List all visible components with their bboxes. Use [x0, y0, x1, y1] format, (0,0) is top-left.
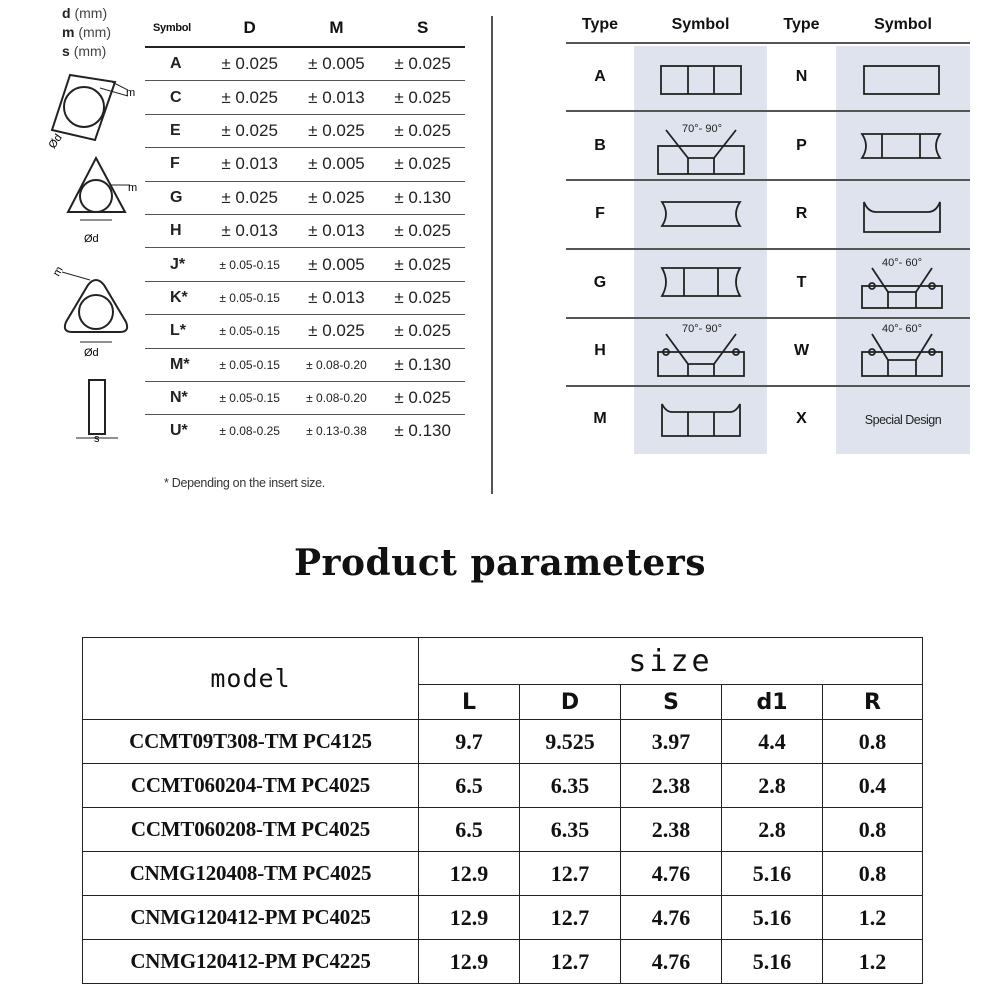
type-n-symbol-icon	[864, 66, 939, 94]
type-m-symbol-icon	[662, 404, 740, 436]
tol-symbol: M*	[145, 348, 207, 381]
model-cell: CCMT09T308-TM PC4125	[83, 720, 419, 764]
tol-d: ± 0.025	[207, 181, 293, 214]
product-parameters-title: Product parameters	[293, 542, 707, 584]
header-type-left: Type	[581, 16, 619, 33]
units-legend	[62, 4, 111, 61]
tol-s: ± 0.025	[380, 114, 465, 147]
size-header: size	[419, 638, 923, 685]
header-type-right: Type	[783, 16, 820, 33]
type-g: G	[593, 274, 607, 291]
d1-cell: 4.4	[722, 720, 823, 764]
type-f-symbol-icon	[662, 202, 740, 226]
model-cell: CNMG120412-PM PC4225	[83, 940, 419, 984]
tol-s: ± 0.025	[380, 248, 465, 281]
r-cell: 0.8	[823, 852, 923, 896]
table-row	[145, 381, 465, 414]
header-d: D	[207, 10, 293, 47]
header-symbol-right: Symbol	[874, 16, 932, 33]
angle-label-b: 70°- 90°	[682, 123, 722, 135]
tol-symbol: C	[145, 81, 207, 114]
tol-m: ± 0.013	[293, 214, 381, 247]
tol-symbol: U*	[170, 422, 188, 440]
tol-m: ± 0.025	[293, 181, 381, 214]
diagram-s-label: s	[94, 433, 100, 445]
tol-m: ± 0.005	[293, 248, 381, 281]
l-cell: 9.7	[419, 720, 520, 764]
r-cell: 0.8	[823, 808, 923, 852]
footnote: * Depending on the insert size.	[164, 476, 325, 490]
type-t: T	[796, 274, 807, 291]
tol-symbol: L*	[145, 315, 207, 348]
s-cell: 2.38	[621, 764, 722, 808]
table-row	[83, 852, 923, 896]
d1-cell: 5.16	[722, 940, 823, 984]
triangle-insert-icon	[68, 158, 130, 220]
tolerance-header-row	[145, 10, 465, 47]
product-header-row	[83, 638, 923, 685]
tol-symbol: E	[145, 114, 207, 147]
tol-d: ± 0.05-0.15	[207, 248, 293, 281]
type-b: B	[594, 137, 606, 154]
model-header: model	[83, 638, 419, 720]
tol-m: ± 0.13-0.38	[306, 424, 367, 439]
d-cell: 9.525	[520, 720, 621, 764]
tol-s: ± 0.025	[380, 148, 465, 181]
tolerance-table	[145, 10, 465, 448]
d-cell: 6.35	[520, 764, 621, 808]
d1-cell: 2.8	[722, 808, 823, 852]
header-m: M	[293, 10, 381, 47]
table-row	[145, 181, 465, 214]
l-cell: 12.9	[419, 940, 520, 984]
tol-d: ± 0.025	[207, 47, 293, 81]
d1-cell: 5.16	[722, 852, 823, 896]
tol-m: ± 0.005	[293, 47, 381, 81]
type-w-symbol-icon	[862, 334, 942, 376]
table-row	[145, 281, 465, 314]
tol-d: ± 0.05-0.15	[207, 315, 293, 348]
model-cell: CNMG120412-PM PC4025	[83, 896, 419, 940]
col-s-header: S	[621, 685, 722, 720]
type-r: R	[795, 205, 808, 222]
header-s: S	[380, 10, 465, 47]
header-symbol: Symbol	[145, 10, 207, 47]
tol-symbol: J*	[145, 248, 207, 281]
d1-cell: 2.8	[722, 764, 823, 808]
table-row	[83, 764, 923, 808]
s-cell: 4.76	[621, 896, 722, 940]
tol-s: ± 0.025	[380, 315, 465, 348]
diagram-d-label-3: Ød	[84, 347, 99, 359]
r-cell: 1.2	[823, 940, 923, 984]
table-row	[145, 81, 465, 114]
diagram-m-label: m	[126, 87, 136, 99]
tol-m: ± 0.013	[293, 281, 381, 314]
tol-s: ± 0.025	[380, 47, 465, 81]
table-row	[83, 808, 923, 852]
s-cell: 2.38	[621, 808, 722, 852]
col-d1-header: d1	[722, 685, 823, 720]
angle-label-w: 40°- 60°	[882, 323, 922, 335]
d1-cell: 5.16	[722, 896, 823, 940]
col-d-header: D	[520, 685, 621, 720]
type-f: F	[595, 205, 605, 222]
trigon-insert-icon	[62, 272, 127, 342]
tol-symbol: N*	[145, 381, 207, 414]
tol-d: ± 0.013	[207, 148, 293, 181]
table-row	[145, 415, 465, 448]
diagram-m-label-3: m	[50, 264, 66, 279]
type-t-symbol-icon	[862, 268, 942, 308]
tol-symbol: F	[145, 148, 207, 181]
r-cell: 0.8	[823, 720, 923, 764]
angle-label-t: 40°- 60°	[882, 257, 922, 269]
tol-m: ± 0.08-0.20	[293, 381, 381, 414]
d-cell: 12.7	[520, 940, 621, 984]
tol-s: ± 0.025	[380, 81, 465, 114]
diagram-d-label-1: Ød	[46, 132, 65, 151]
table-row	[145, 148, 465, 181]
tol-symbol: A	[145, 47, 207, 81]
col-l-header: L	[419, 685, 520, 720]
special-design-label: Special Design	[864, 413, 942, 427]
tol-d: ± 0.025	[207, 114, 293, 147]
tol-m: ± 0.025	[293, 114, 381, 147]
d-cell: 12.7	[520, 896, 621, 940]
tol-d: ± 0.025	[207, 81, 293, 114]
type-x: X	[796, 410, 807, 427]
tol-symbol: G	[145, 181, 207, 214]
table-row	[83, 720, 923, 764]
tol-d: ± 0.05-0.15	[207, 348, 293, 381]
tol-d: ± 0.013	[207, 214, 293, 247]
header-symbol-left: Symbol	[671, 16, 730, 33]
s-cell: 3.97	[621, 720, 722, 764]
l-cell: 12.9	[419, 852, 520, 896]
table-row	[145, 248, 465, 281]
tol-s: ± 0.025	[380, 214, 465, 247]
table-row	[145, 214, 465, 247]
col-r-header: R	[823, 685, 923, 720]
tol-symbol: K*	[145, 281, 207, 314]
type-w: W	[793, 342, 810, 359]
tol-d: ± 0.05-0.15	[207, 381, 293, 414]
s-cell: 4.76	[621, 940, 722, 984]
tol-d: ± 0.05-0.15	[207, 281, 293, 314]
insert-diagrams	[40, 60, 150, 450]
table-row	[145, 315, 465, 348]
type-m: M	[593, 410, 607, 427]
model-cell: CCMT060208-TM PC4025	[83, 808, 419, 852]
type-p-symbol-icon	[862, 134, 940, 158]
type-symbol-table	[566, 6, 970, 454]
table-row	[145, 114, 465, 147]
table-row	[83, 896, 923, 940]
angle-label-h: 70°- 90°	[682, 323, 722, 335]
table-row	[145, 348, 465, 381]
tol-m: ± 0.005	[293, 148, 381, 181]
table-row	[145, 47, 465, 81]
r-cell: 1.2	[823, 896, 923, 940]
tol-symbol: H	[145, 214, 207, 247]
s-cell: 4.76	[621, 852, 722, 896]
thickness-insert-icon	[76, 380, 118, 438]
model-cell: CCMT060204-TM PC4025	[83, 764, 419, 808]
rhombus-insert-icon	[52, 75, 128, 140]
l-cell: 6.5	[419, 764, 520, 808]
type-h-symbol-icon	[658, 334, 744, 376]
tol-s: ± 0.025	[380, 281, 465, 314]
tol-m: ± 0.025	[293, 315, 381, 348]
type-r-symbol-icon	[864, 202, 940, 232]
type-h: H	[594, 342, 606, 359]
unit-s: s (mm)	[62, 43, 107, 59]
type-g-symbol-icon	[662, 268, 740, 296]
tol-m: ± 0.013	[293, 81, 381, 114]
diagram-m-label-2: m	[128, 182, 138, 194]
tol-s: ± 0.130	[380, 181, 465, 214]
table-row	[83, 940, 923, 984]
product-table	[82, 637, 923, 984]
l-cell: 6.5	[419, 808, 520, 852]
type-p: P	[796, 137, 807, 154]
tol-s: ± 0.025	[380, 381, 465, 414]
type-b-symbol-icon	[658, 130, 744, 174]
unit-m: m (mm)	[62, 24, 111, 40]
type-a: A	[594, 68, 606, 85]
tol-m: ± 0.08-0.20	[293, 348, 381, 381]
d-cell: 12.7	[520, 852, 621, 896]
tol-s: ± 0.130	[394, 421, 451, 441]
type-a-symbol-icon	[661, 66, 741, 94]
insert-symbol-drawings	[566, 6, 970, 454]
type-n: N	[795, 68, 808, 85]
tol-s: ± 0.130	[380, 348, 465, 381]
l-cell: 12.9	[419, 896, 520, 940]
model-cell: CNMG120408-TM PC4025	[83, 852, 419, 896]
r-cell: 0.4	[823, 764, 923, 808]
d-cell: 6.35	[520, 808, 621, 852]
diagram-d-label-2: Ød	[84, 233, 99, 245]
tol-d: ± 0.08-0.25	[219, 424, 280, 439]
section-divider	[491, 16, 493, 494]
unit-d: d (mm)	[62, 5, 108, 21]
